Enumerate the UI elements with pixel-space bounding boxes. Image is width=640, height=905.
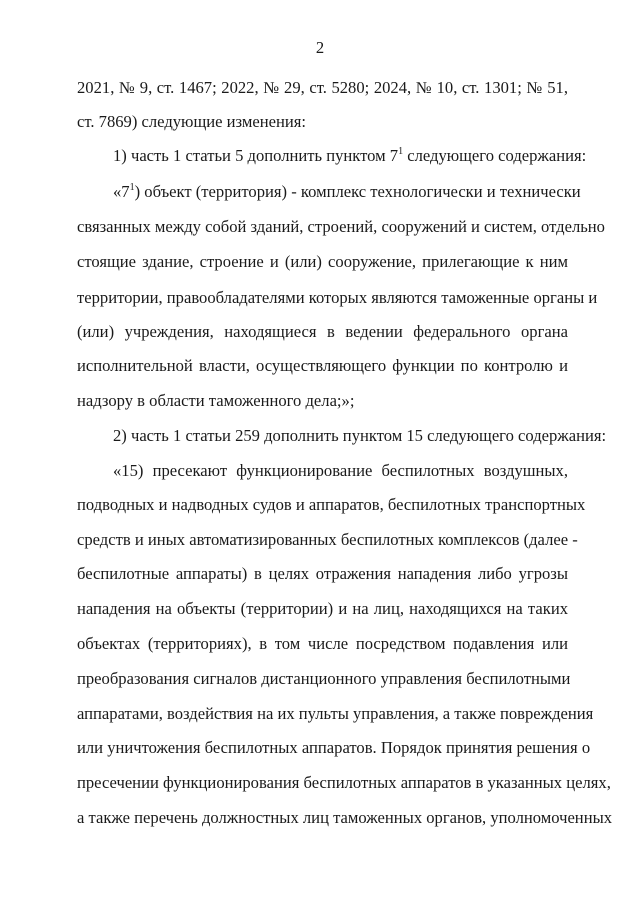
text-line: аппаратами, воздействия на их пульты управления, а также повреждения: [77, 704, 594, 723]
text-line: преобразования сигналов дистанционного управления беспилотными: [77, 669, 571, 688]
text-line: или уничтожения беспилотных аппаратов. Порядок принятия решения о: [77, 738, 591, 757]
text-line: пресечении функционирования беспилотных аппаратов в указанных целях,: [77, 773, 611, 792]
text-fragment: ) объект (территория) - комплекс технологически и технически: [134, 182, 581, 201]
text-fragment: «7: [113, 182, 130, 201]
text-line-item-15: «15) пресекают функционирование беспилотных воздушных,: [113, 461, 568, 480]
text-line: надзору в области таможенного дела;»;: [77, 391, 355, 410]
text-line: (или) учреждения, находящиеся в ведении федерального органа: [77, 322, 568, 341]
text-fragment: 1) часть 1 статьи 5 дополнить пунктом 7: [113, 146, 399, 165]
superscript: 1: [129, 182, 135, 193]
text-line: исполнительной власти, осуществляющего функции по контролю и: [77, 356, 568, 375]
text-line: связанных между собой зданий, строений, сооружений и систем, отдельно: [77, 217, 605, 236]
text-line: территории, правообладателями которых являются таможенные органы и: [77, 288, 598, 307]
text-fragment: следующего содержания:: [403, 146, 587, 165]
text-line-item-1: [113, 146, 587, 166]
text-line: объектах (территориях), в том числе посредством подавления или: [77, 634, 568, 653]
text-line: 2021, № 9, ст. 1467; 2022, № 29, ст. 5280; 2024, № 10, ст. 1301; № 51,: [77, 78, 568, 97]
text-line: подводных и надводных судов и аппаратов, беспилотных транспортных: [77, 495, 586, 514]
text-line: а также перечень должностных лиц таможенных органов, уполномоченных: [77, 808, 613, 827]
page-number: 2: [315, 38, 325, 57]
text-line: средств и иных автоматизированных беспилотных комплексов (далее -: [77, 530, 578, 549]
text-line: ст. 7869) следующие изменения:: [77, 112, 306, 131]
text-line-item-2: 2) часть 1 статьи 259 дополнить пунктом 15 следующего содержания:: [113, 426, 607, 445]
text-line: стоящие здание, строение и (или) сооружение, прилегающие к ним: [77, 252, 568, 271]
superscript: 1: [398, 146, 404, 157]
text-line: беспилотные аппараты) в целях отражения нападения либо угрозы: [77, 564, 568, 583]
text-line: нападения на объекты (территории) и на лиц, находящихся на таких: [77, 599, 568, 618]
text-line-item-7-1: [113, 182, 581, 202]
